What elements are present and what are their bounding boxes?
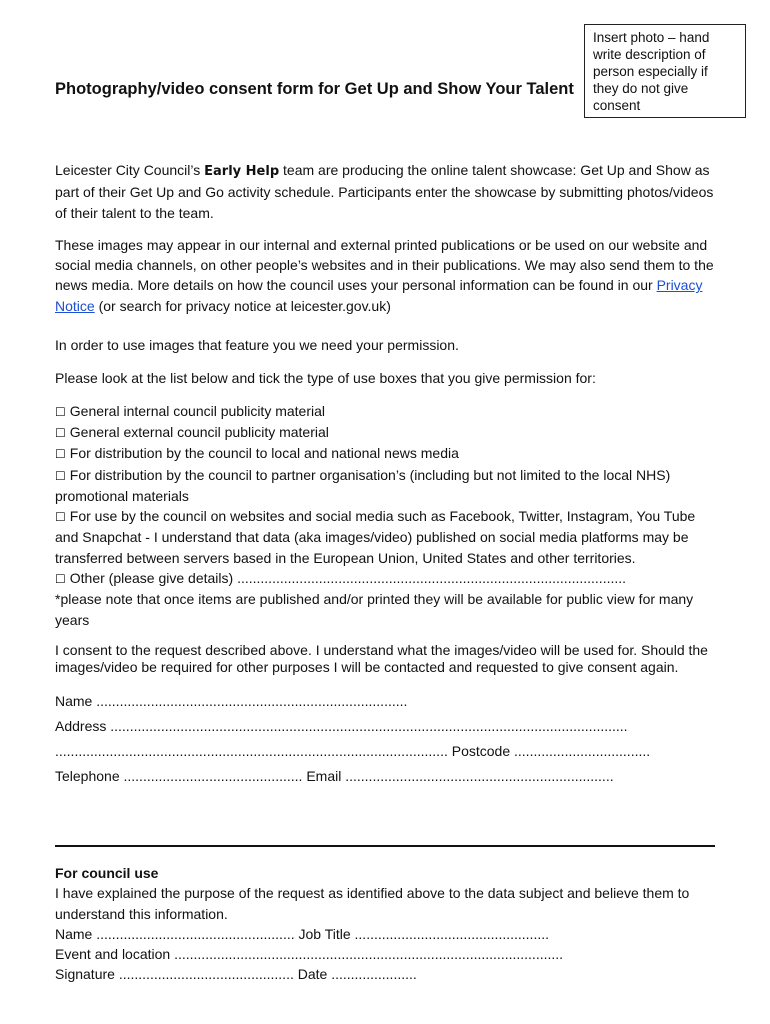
- option-label: For use by the council on websites and social media such as Facebook, Twitter, Instagram, You Tube and Snapchat - I understand that data (aka images/video) published on social media platforms may be transferred between servers based in the European Union, United States and other territories.: [55, 508, 696, 566]
- section-divider: [55, 845, 715, 847]
- checkbox-icon[interactable]: ☐: [55, 425, 66, 440]
- checkbox-icon[interactable]: ☐: [55, 404, 66, 419]
- intro-text-start: Leicester City Council’s: [55, 162, 205, 178]
- consent-statement: I consent to the request described above. I understand what the images/video will be used for. Should the images/video be required for other purposes I will be contacted and requested to give consent again.: [55, 641, 708, 675]
- usage-text-end: (or search for privacy notice at leicester.gov.uk): [94, 297, 391, 314]
- address-field[interactable]: Address .....................................................................................................................................: [55, 717, 628, 734]
- photo-placeholder-box: [584, 24, 746, 118]
- early-help-emphasis: Early Help: [204, 164, 280, 179]
- public-view-note: *please note that once items are published and/or printed they will be available for public view for many years: [55, 591, 694, 628]
- checkbox-icon[interactable]: ☐: [55, 447, 66, 462]
- personal-details: [55, 689, 715, 789]
- intro-text-end: team are producing the online talent showcase: Get Up and Show as part of their Get Up and Go activity schedule. Participants enter the showcase by submitting photos/videos of their talent to the team.: [55, 162, 714, 221]
- intro-paragraph: [55, 160, 715, 223]
- option-label: General external council publicity material: [69, 423, 329, 440]
- checkbox-icon[interactable]: ☐: [55, 572, 66, 587]
- address-postcode-field[interactable]: ..................................................................................................... Postcode ...................................: [55, 742, 651, 759]
- usage-paragraph: [55, 235, 715, 316]
- option-news-media[interactable]: [55, 443, 715, 464]
- checkbox-icon[interactable]: ☐: [55, 510, 66, 525]
- form-title: Photography/video consent form for Get Up and Show Your Talent: [55, 80, 574, 98]
- permission-note: In order to use images that feature you we need your permission.: [55, 337, 459, 354]
- council-name-job-field[interactable]: Name ................................................... Job Title ..................................................: [55, 925, 550, 942]
- council-use-section: [55, 863, 715, 985]
- option-label: General internal council publicity material: [69, 402, 325, 419]
- instruction-text: Please look at the list below and tick the type of use boxes that you give permission for:: [55, 370, 596, 387]
- option-websites-social-media[interactable]: [55, 506, 715, 568]
- usage-text-start: These images may appear in our internal and external printed publications or be used on our website and social media channels, on other people’s websites and in their publications. We may also send them to the news media. More details on how the council uses your personal information can be found in our: [55, 236, 714, 294]
- council-explanation: I have explained the purpose of the request as identified above to the data subject and believe them to understand this information.: [55, 885, 690, 922]
- privacy-notice-link[interactable]: Privacy Notice: [55, 277, 703, 314]
- checkbox-icon[interactable]: ☐: [55, 468, 66, 483]
- council-event-field[interactable]: Event and location ....................................................................................................: [55, 946, 564, 963]
- name-field[interactable]: Name ................................................................................: [55, 692, 408, 709]
- option-external-publicity[interactable]: [55, 422, 715, 443]
- option-label: For distribution by the council to partner organisation’s (including but not limited to the local NHS) promotional materials: [55, 466, 671, 504]
- photo-box-text: Insert photo – hand write description of person especially if they do not give consent: [593, 30, 710, 113]
- option-internal-publicity[interactable]: [55, 401, 715, 422]
- council-heading: For council use: [55, 865, 159, 881]
- council-signature-date-field[interactable]: Signature ............................................. Date ......................: [55, 966, 417, 983]
- option-label: For distribution by the council to local and national news media: [69, 445, 459, 462]
- option-other[interactable]: [55, 568, 715, 589]
- options-list: [55, 401, 715, 630]
- form-body: [55, 160, 715, 789]
- option-partner-organisations[interactable]: [55, 465, 715, 507]
- telephone-email-field[interactable]: Telephone .............................................. Email .....................................................................: [55, 767, 614, 784]
- option-label: Other (please give details) ....................................................................................................: [69, 570, 627, 587]
